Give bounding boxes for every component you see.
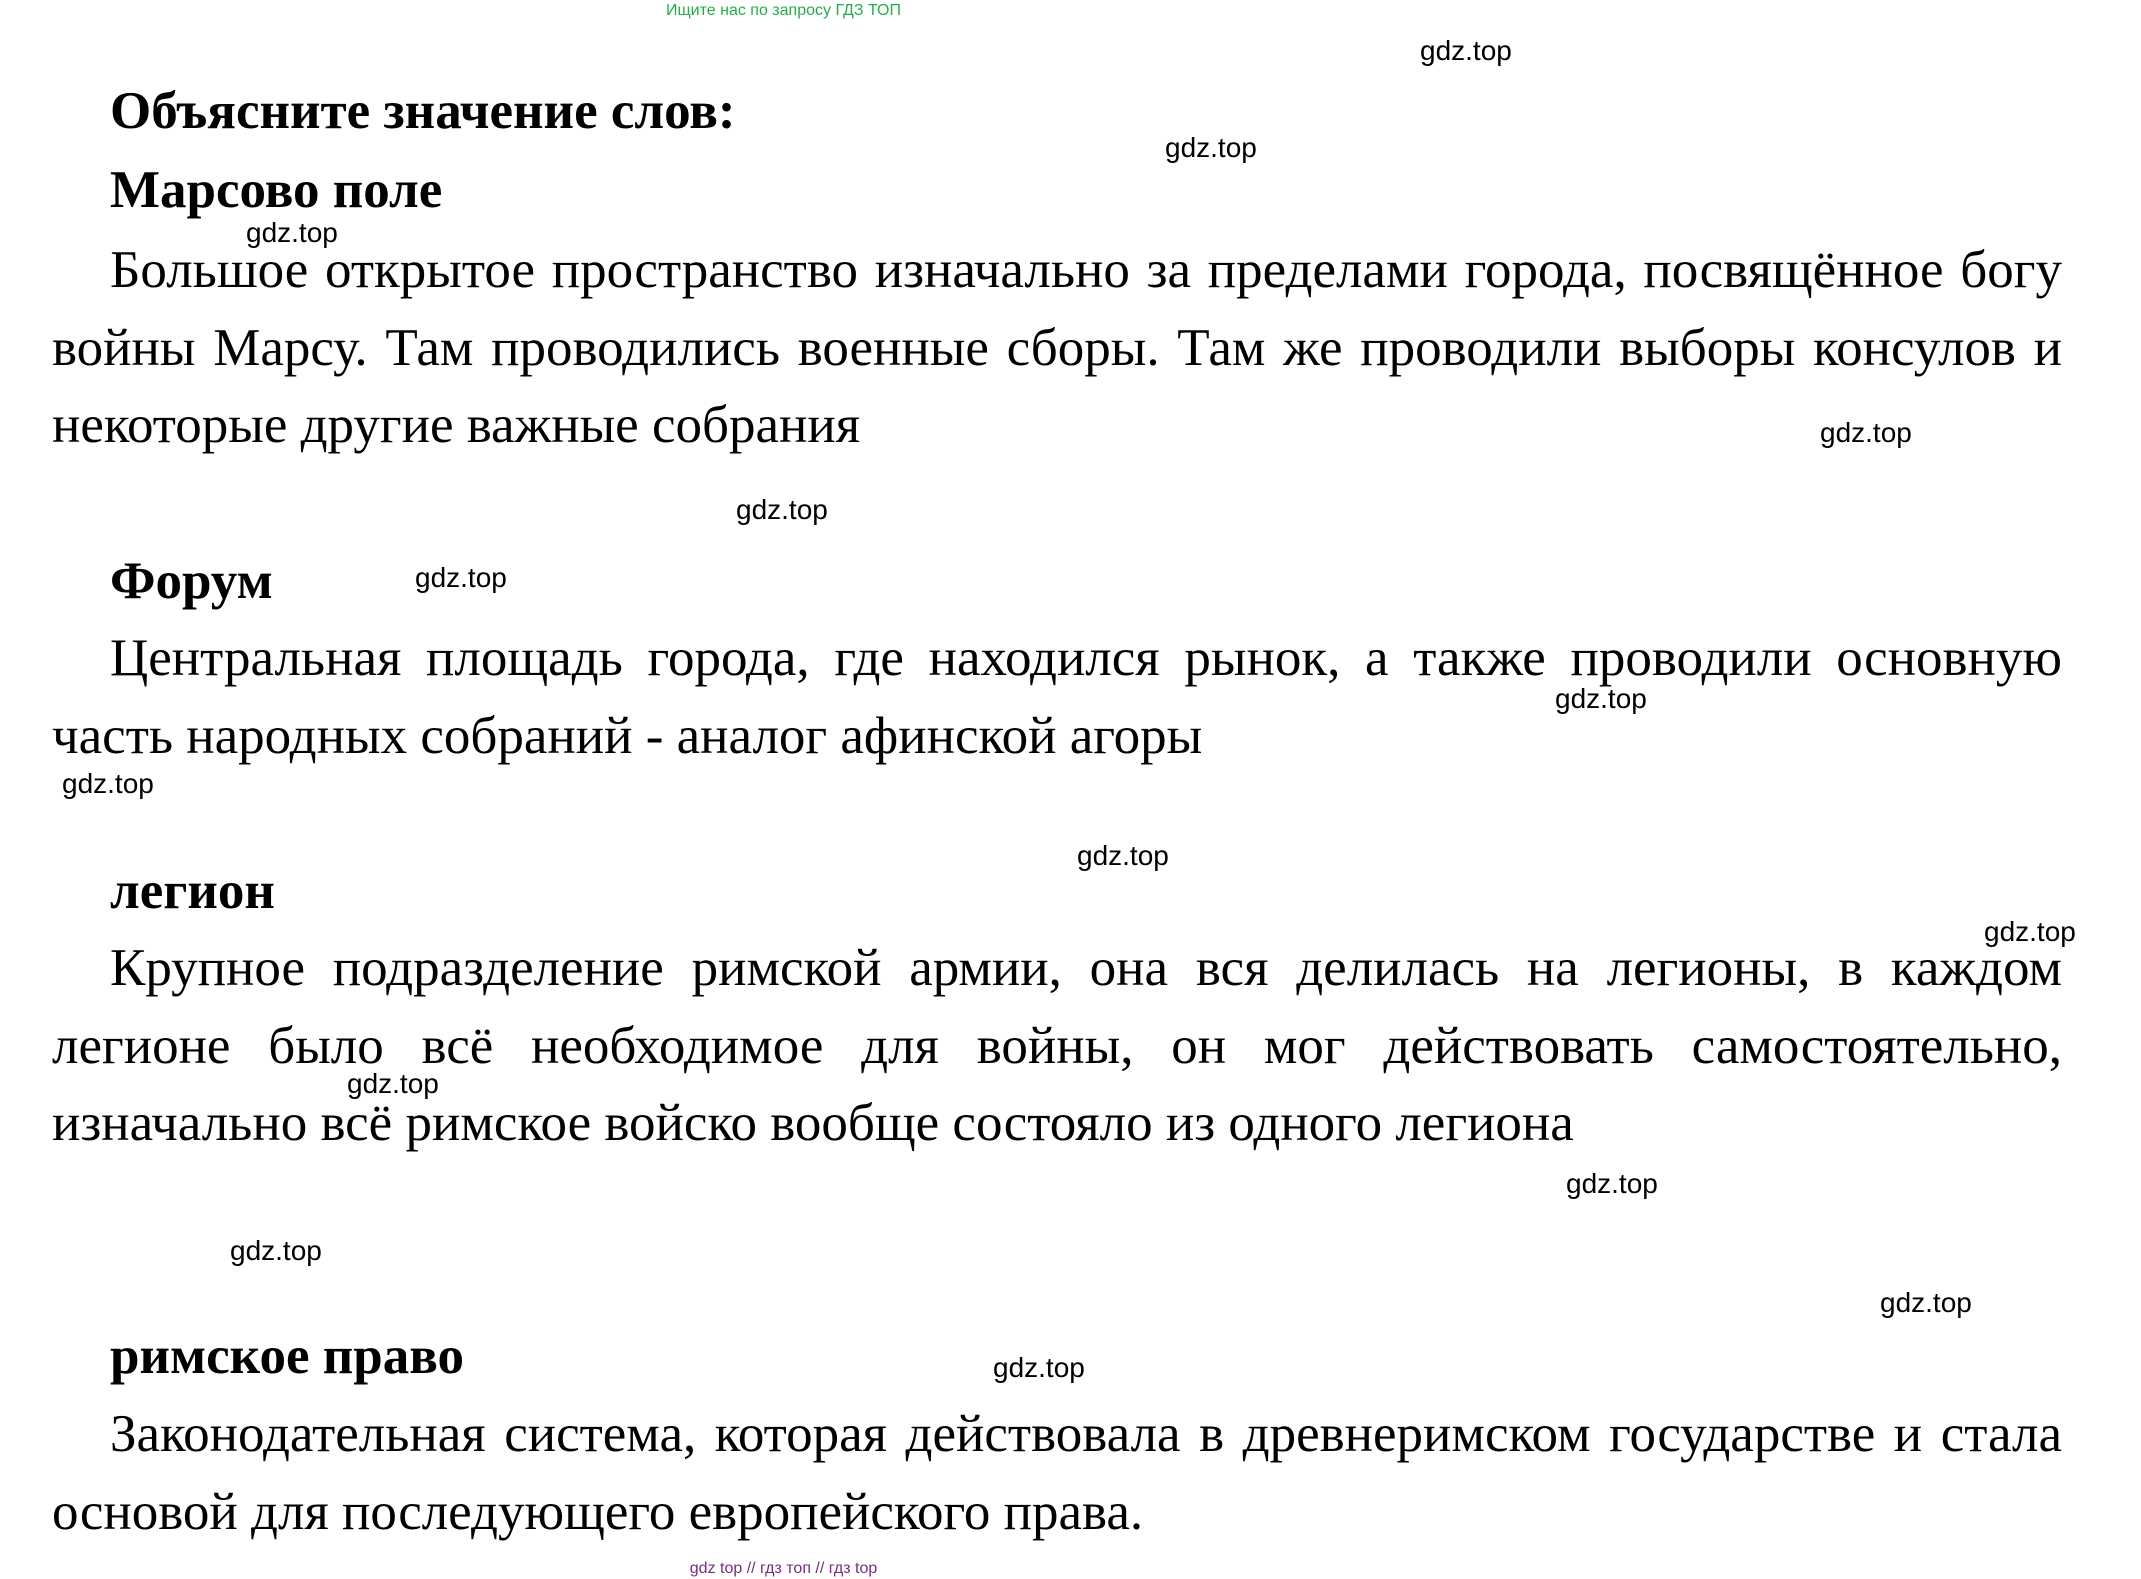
watermark: gdz.top — [415, 562, 507, 593]
term-definition-legion: Крупное подразделение римской армии, она вся делилась на легионы, в каждом легионе было всё необходимое для войны, он мог действовать самостоятельно, изначально всё римское войско вообще состояло из одного легиона — [52, 939, 2062, 1152]
watermark: gdz.top — [993, 1352, 1085, 1383]
term-heading-marsovo-pole: Марсово поле — [110, 161, 443, 219]
watermark: gdz.top — [736, 494, 828, 525]
page-title: Объясните значение слов: — [110, 82, 736, 140]
watermark: gdz.top — [1984, 916, 2076, 947]
term-heading-roman-law: римское право — [110, 1327, 465, 1385]
watermark: gdz.top — [62, 768, 154, 799]
term-definition-marsovo-pole: Большое открытое пространство изначально за пределами города, посвящённое богу войны Марсу. Там проводились военные сборы. Там же проводили выборы консулов и некоторые другие важные собрания — [52, 241, 2062, 454]
watermark: gdz.top — [1566, 1168, 1658, 1199]
watermark: gdz.top — [230, 1235, 322, 1266]
footer-watermark: gdz top // гдз топ // гдз top — [689, 1560, 878, 1577]
watermark: gdz.top — [1555, 683, 1647, 714]
watermark: gdz.top — [1880, 1287, 1972, 1318]
term-heading-legion: легион — [110, 862, 275, 920]
watermark: gdz.top — [1420, 35, 1512, 66]
watermark: gdz.top — [1165, 132, 1257, 163]
top-banner: Ищите нас по запросу ГДЗ ТОП — [666, 2, 901, 19]
term-definition-forum: Центральная площадь города, где находился рынок, а также проводили основную часть народных собраний - аналог афинской агоры — [52, 629, 2062, 765]
watermark: gdz.top — [347, 1068, 439, 1099]
watermark: gdz.top — [246, 217, 338, 248]
watermark: gdz.top — [1820, 417, 1912, 448]
term-heading-forum: Форум — [110, 552, 273, 610]
term-definition-roman-law: Законодательная система, которая действовала в древнеримском государстве и стала основой для последующего европейского права. — [52, 1405, 2062, 1541]
watermark: gdz.top — [1077, 840, 1169, 871]
